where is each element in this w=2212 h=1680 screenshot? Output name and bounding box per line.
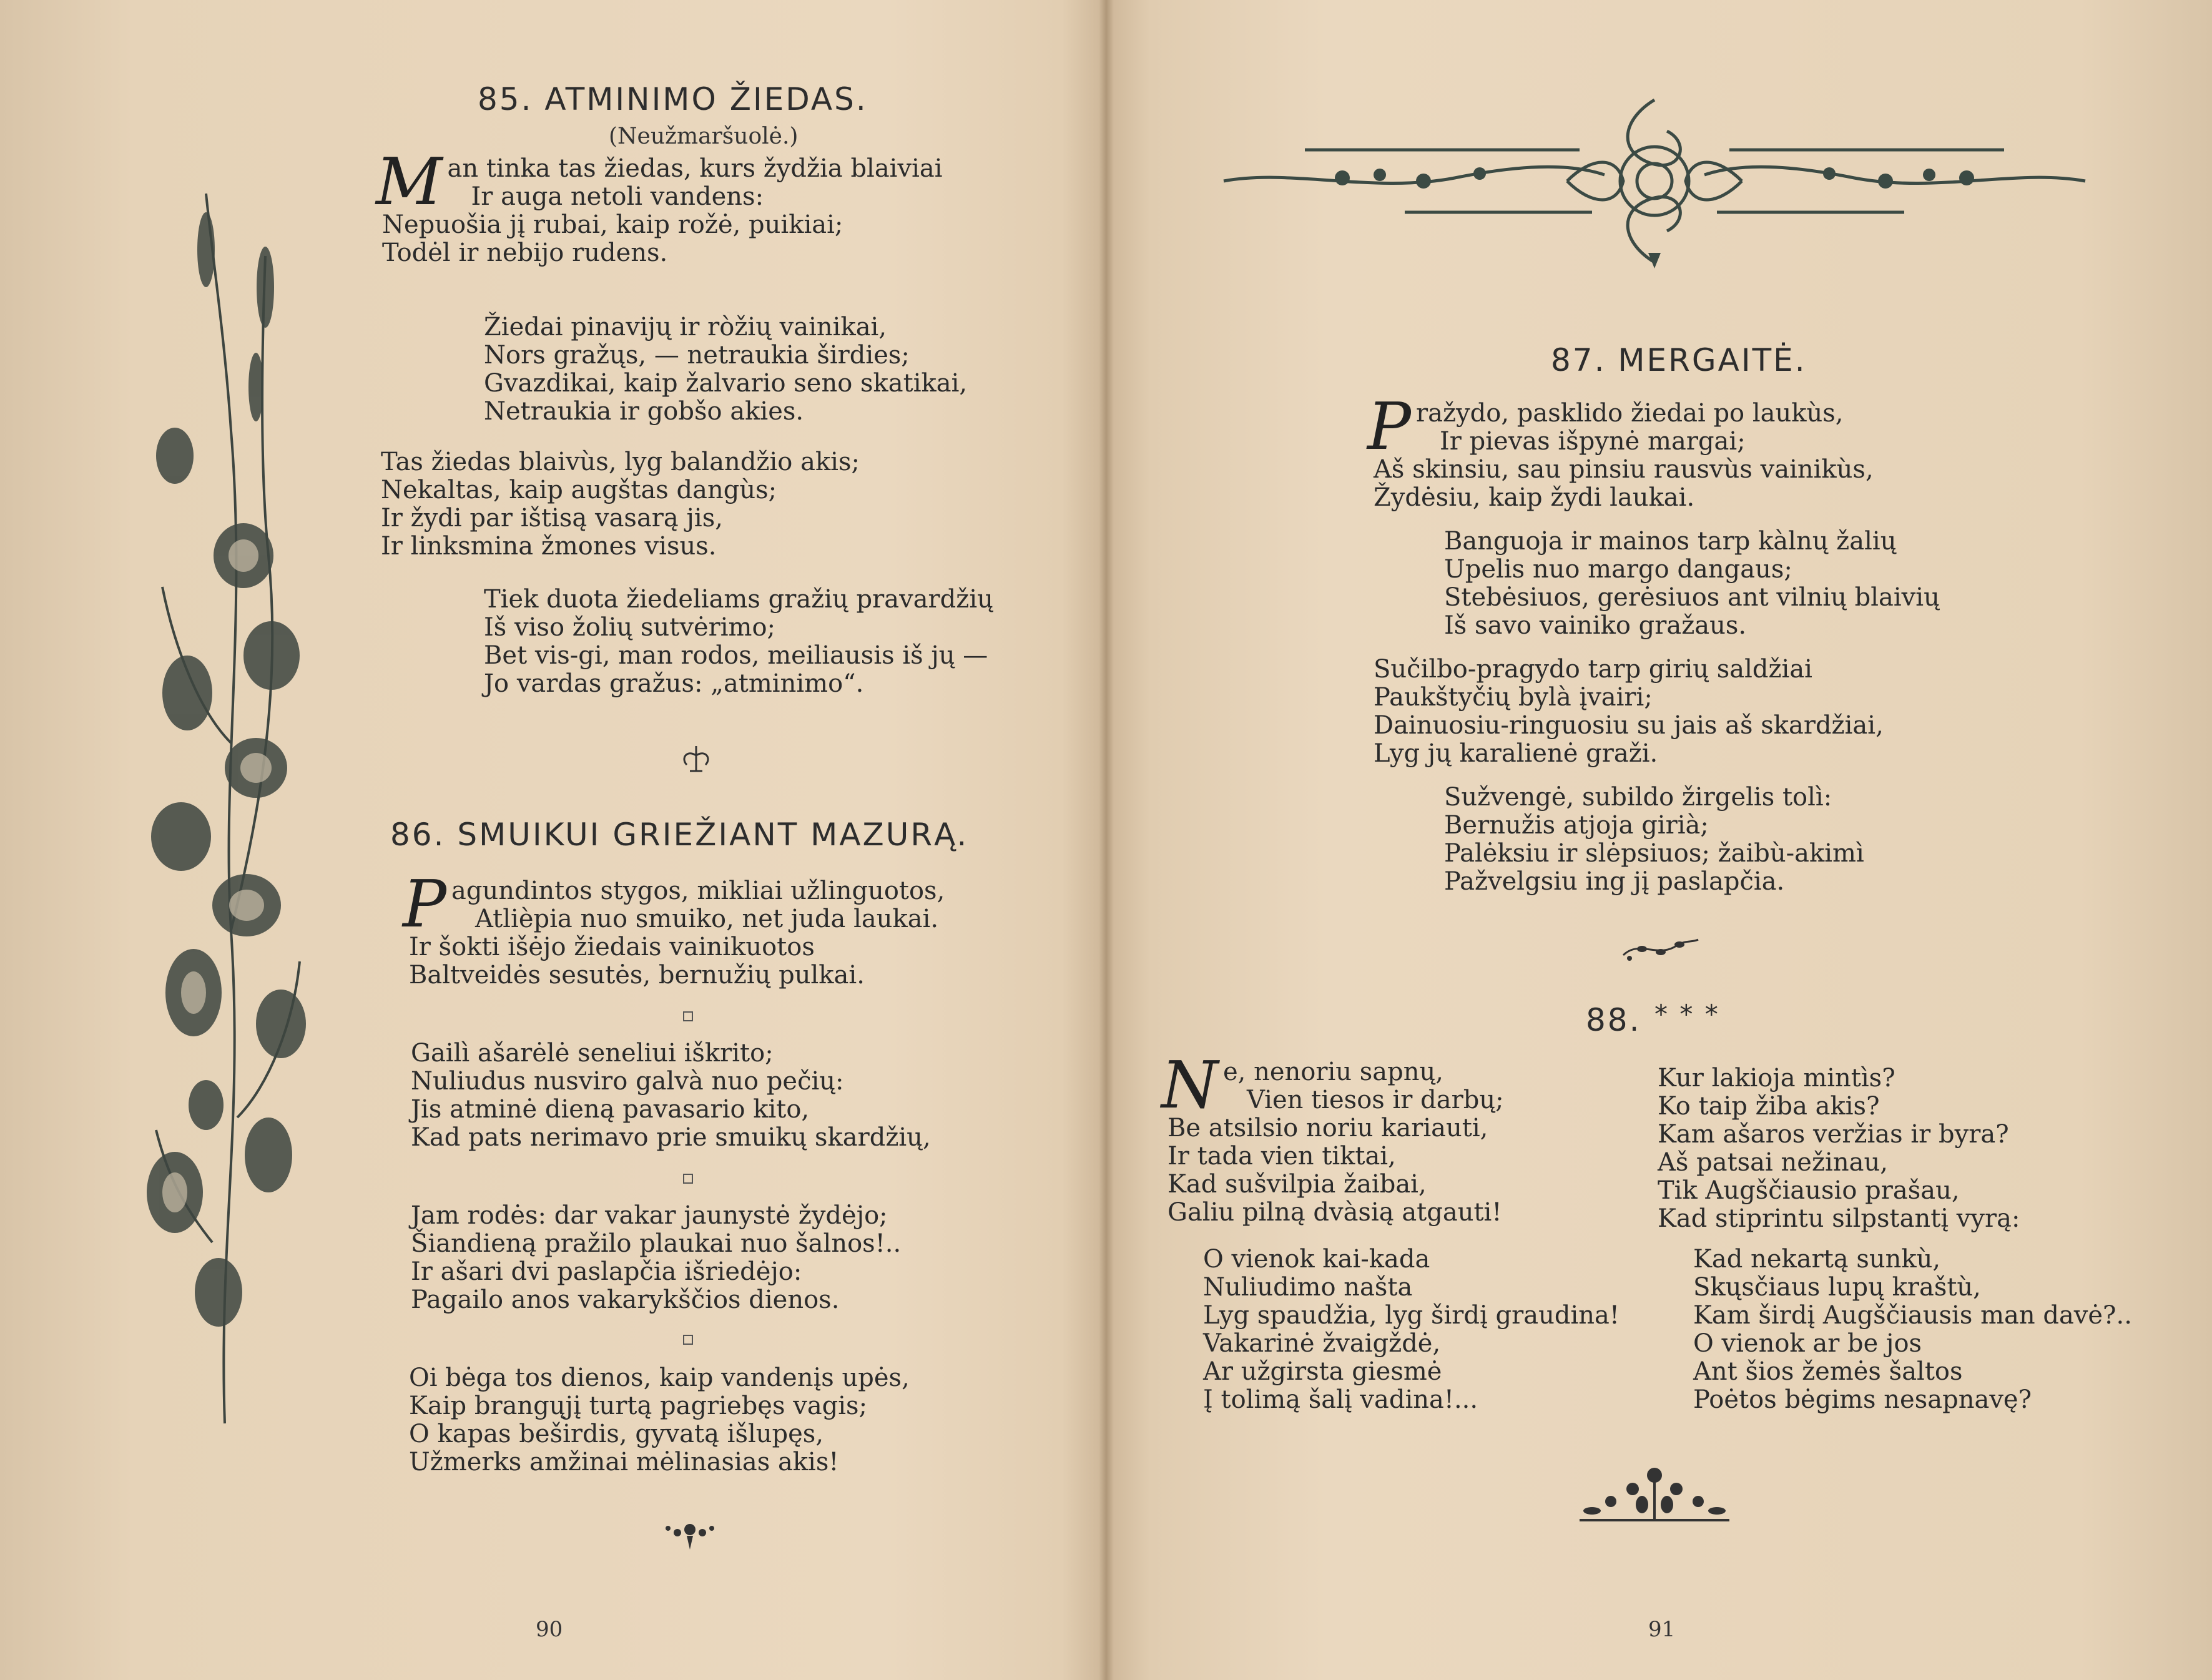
verse-line: Nuliudus nusviro galvà nuo pečių: — [411, 1067, 844, 1096]
page-number-right: 91 — [1648, 1617, 1676, 1642]
verse-line: ražydo, pasklido žiedai po laukùs, — [1415, 399, 1844, 428]
poem-85-title: 85. ATMINIMO ŽIEDAS. — [478, 81, 868, 117]
page-number-left: 90 — [536, 1617, 563, 1642]
verse-line: Skųsčiaus lupų kraštù, — [1693, 1273, 1981, 1302]
end-ornament — [659, 1517, 721, 1551]
vine-ornament — [1620, 933, 1701, 965]
verse-line: Kam ašaros veržias ir byra? — [1658, 1120, 2009, 1149]
verse-line: Jis atminė dieną pavasario kito, — [411, 1095, 810, 1124]
verse-line: Ir tada vien tiktai, — [1167, 1142, 1396, 1171]
header-ornament — [1217, 94, 2092, 268]
verse-line: Kam širdį Augščiausis man davė?.. — [1693, 1301, 2132, 1330]
poem-85-stanza-4 — [484, 586, 993, 698]
verse-line: Palėksiu ir slėpsiuos; žaibù-akimì — [1444, 839, 1864, 868]
verse-line: Atlièpia nuo smuiko, net juda laukai. — [474, 905, 939, 933]
verse-line: Aš skinsiu, sau pinsiu rausvùs vainikùs, — [1374, 455, 1874, 484]
poem-86-stanza-2 — [411, 1039, 931, 1152]
verse-line: Kad stiprintu silpstantį vyrą: — [1658, 1204, 2020, 1233]
poem-85-stanza-1 — [376, 144, 943, 267]
verse-line: agundintos stygos, mikliai užlinguotos, — [451, 877, 945, 905]
verse-line: O vienok ar be jos — [1693, 1329, 1922, 1358]
poem-87-stanza-1 — [1367, 388, 1874, 512]
verse-line: Iš viso žolių sutvėrimo; — [484, 613, 776, 642]
verse-line: Į tolimą šalį vadina!... — [1203, 1385, 1478, 1414]
verse-line: Pažvelgsiu ing jį paslapčia. — [1444, 867, 1785, 896]
verse-line: O kapas beširdis, gyvatą išlupęs, — [409, 1420, 824, 1448]
verse-line: Baltveidės sesutės, bernužių pulkai. — [409, 961, 865, 990]
verse-line: Poėtos bėgims nesapnavę? — [1693, 1385, 2032, 1414]
section-square — [683, 1174, 693, 1184]
drop-cap-p: P — [1367, 388, 1411, 464]
poem-86-stanza-1 — [403, 866, 945, 990]
verse-line: Netraukia ir gobšo akies. — [484, 397, 804, 426]
verse-line: Sužvengė, subildo žirgelis tolì: — [1444, 783, 1832, 812]
poem-87-stanza-4 — [1444, 784, 1864, 896]
verse-line: Banguoja ir mainos tarp kàlnų žalių — [1444, 527, 1897, 556]
verse-line: Todėl ir nebijo rudens. — [382, 238, 668, 267]
verse-line: Sučilbo-pragydo tarp girių saldžiai — [1374, 655, 1812, 684]
poem-88-col2-stanza-2 — [1693, 1245, 2132, 1414]
poem-88-col1-stanza-1 — [1161, 1047, 1504, 1227]
verse-line: O vienok kai-kada — [1203, 1245, 1430, 1274]
verse-line: Tiek duota žiedeliams gražių pravardžių — [484, 585, 993, 614]
poem-87-stanza-3 — [1374, 656, 1884, 768]
poem-88-col1-stanza-2 — [1203, 1245, 1620, 1414]
verse-line: Lyg spaudžia, lyg širdį graudina! — [1203, 1301, 1620, 1330]
verse-line: Lyg jų karalienė graži. — [1374, 739, 1658, 768]
verse-line: Dainuosiu-ringuosiu su jais aš skardžiai, — [1374, 711, 1884, 740]
poem-85-stanza-2 — [484, 313, 967, 426]
poem-88-title: 88. — [1586, 1002, 1641, 1038]
section-square — [683, 1335, 693, 1345]
fleuron-ornament — [677, 743, 715, 774]
poem-85-stanza-3 — [381, 448, 860, 561]
verse-line: Vien tiesos ir darbų; — [1247, 1086, 1504, 1114]
verse-line: Vakarinė žvaigždė, — [1203, 1329, 1441, 1358]
verse-line: Ir šokti išėjo žiedais vainikuotos — [409, 933, 815, 961]
verse-line: Jam rodės: dar vakar jaunystė žydėjo; — [411, 1201, 888, 1230]
verse-line: Ir pievas išpynė margai; — [1439, 427, 1746, 456]
verse-line: Oi bėga tos dienos, kaip vandenįs upės, — [409, 1363, 910, 1392]
poem-86-title: 86. SMUIKUI GRIEŽIANT MAZURĄ. — [390, 817, 969, 853]
verse-line: Iš savo vainiko gražaus. — [1444, 611, 1747, 640]
verse-line: Bernužis atjoja girià; — [1444, 811, 1709, 840]
verse-line: Upelis nuo margo dangaus; — [1444, 555, 1792, 584]
verse-line: Ko taip žiba akis? — [1658, 1092, 1880, 1121]
floral-end-ornament — [1573, 1464, 1736, 1533]
verse-line: Ar užgirsta giesmė — [1203, 1357, 1442, 1386]
poem-86-stanza-3 — [411, 1202, 901, 1314]
poem-86-stanza-4 — [409, 1364, 910, 1476]
verse-line: Ir ašari dvi paslapčia išriedėjo: — [411, 1257, 802, 1286]
verse-line: Nors gražųs, — netraukia širdies; — [484, 341, 910, 370]
verse-line: e, nenoriu sapnų, — [1223, 1058, 1443, 1086]
book-gutter — [1099, 0, 1114, 1680]
verse-line: Be atsilsio noriu kariauti, — [1167, 1114, 1488, 1142]
verse-line: Aš patsai nežinau, — [1658, 1148, 1888, 1177]
verse-line: Nekaltas, kaip augštas dangùs; — [381, 476, 777, 504]
verse-line: Žydėsiu, kaip žydi laukai. — [1374, 483, 1695, 512]
drop-cap-n: N — [1161, 1047, 1218, 1123]
verse-line: Gvazdikai, kaip žalvario seno skatikai, — [484, 369, 968, 398]
verse-line: Žiedai pinavijų ir ròžių vainikai, — [484, 313, 887, 341]
verse-line: Kad pats nerimavo prie smuikų skardžių, — [411, 1123, 931, 1152]
verse-line: Nuliudimo našta — [1203, 1273, 1413, 1302]
poem-87-stanza-2 — [1444, 528, 1940, 640]
verse-line: Pagailo anos vakarykščios dienos. — [411, 1285, 840, 1314]
verse-line: Bet vis-gi, man rodos, meiliausis iš jų — — [484, 641, 988, 670]
verse-line: Kaip brangųjį turtą pagriebęs vagis; — [409, 1392, 868, 1420]
verse-line: Nepuošia jį rubai, kaip rožė, puikiai; — [382, 210, 843, 239]
verse-line: Ir žydi par ištisą vasarą jis, — [381, 504, 723, 533]
verse-line: Gailì ašarėlė seneliui iškrito; — [411, 1039, 774, 1068]
verse-line: Galiu pilną dvàsią atgauti! — [1167, 1198, 1502, 1227]
verse-line: Jo vardas gražus: „atminimo“. — [484, 669, 864, 698]
verse-line: Ant šios žemės šaltos — [1693, 1357, 1963, 1386]
verse-line: Tas žiedas blaivùs, lyg balandžio akis; — [381, 448, 860, 476]
verse-line: an tinka tas žiedas, kurs žydžia blaiviai — [447, 154, 943, 183]
verse-line: Paukštyčių bylà įvairi; — [1374, 683, 1653, 712]
verse-line: Ir linksmina žmones visus. — [381, 532, 717, 561]
verse-line: Kur lakioja mintìs? — [1658, 1064, 1895, 1093]
section-square — [683, 1011, 693, 1021]
verse-line: Kad nekartą sunkù, — [1693, 1245, 1941, 1274]
verse-line: Kad sušvilpia žaibai, — [1167, 1170, 1427, 1199]
poem-88-stars: * * * — [1654, 999, 1720, 1029]
verse-line: Šiandieną pražilo plaukai nuo šalnos!.. — [411, 1229, 902, 1258]
verse-line: Užmerks amžinai mėlinasias akis! — [409, 1448, 839, 1476]
verse-line: Ir auga netoli vandens: — [471, 182, 764, 211]
verse-line: Stebėsiuos, gerėsiuos ant vilnių blaivių — [1444, 583, 1940, 612]
poem-85-subtitle: (Neužmaršuolė.) — [609, 124, 799, 149]
clover-illustration — [137, 181, 318, 1430]
poem-87-title: 87. MERGAITĖ. — [1551, 342, 1807, 378]
drop-cap-p: P — [403, 866, 446, 942]
drop-cap-m: M — [376, 144, 443, 220]
poem-88-col2-stanza-1 — [1658, 1064, 2020, 1233]
verse-line: Tik Augščiausio prašau, — [1658, 1176, 1960, 1205]
